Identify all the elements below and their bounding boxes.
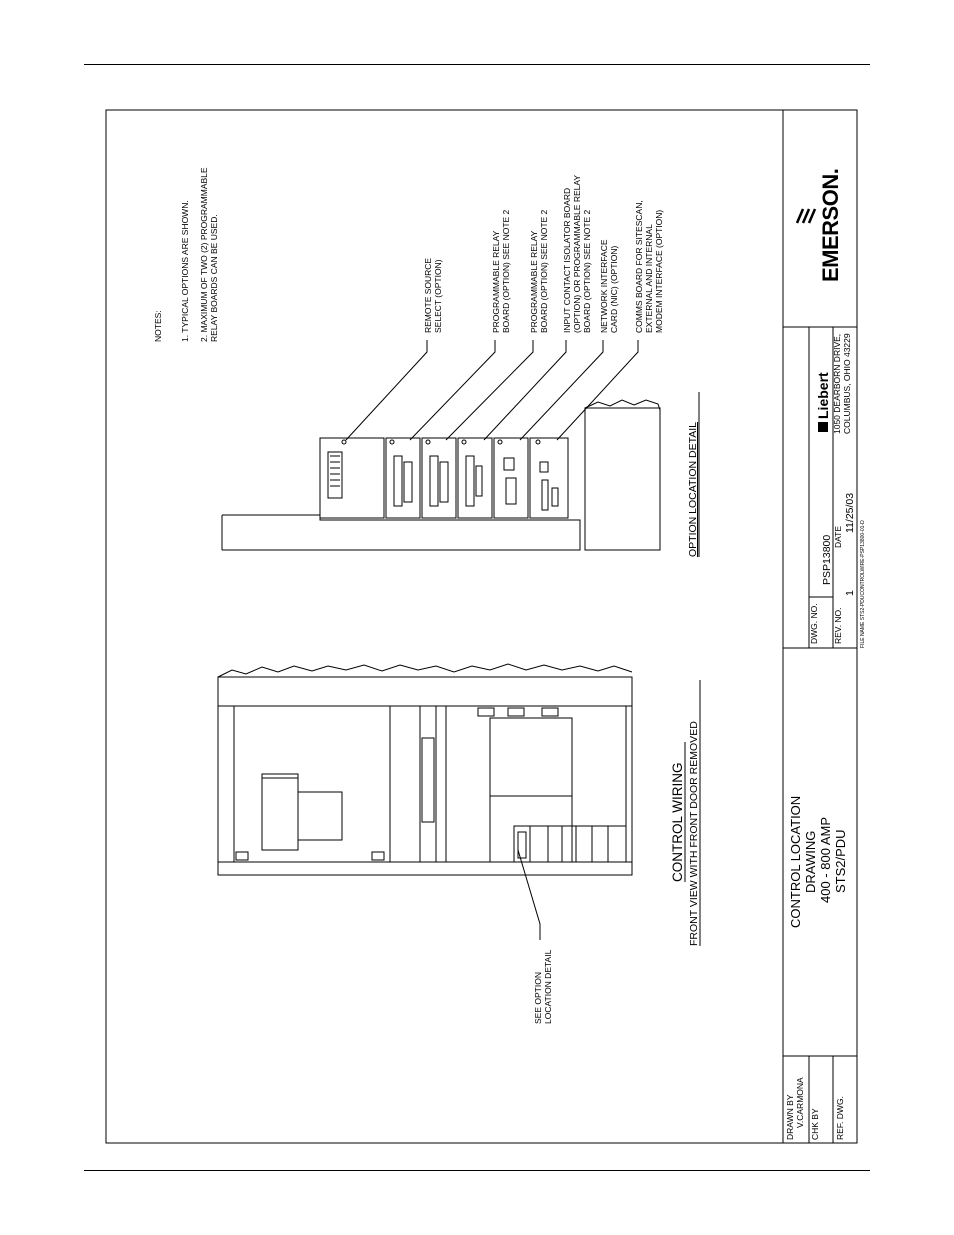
enclosure — [218, 677, 632, 875]
see-option-line-2: LOCATION DETAIL — [543, 949, 553, 1024]
callout-text: BOARD (OPTION) SEE NOTE 2 — [501, 209, 511, 333]
liebert-mark-icon — [818, 422, 828, 432]
leader-line — [518, 850, 540, 940]
callout-text: BOARD (OPTION) SEE NOTE 2 — [539, 209, 549, 333]
liebert-wordmark: Liebert — [815, 372, 831, 419]
board-comms — [530, 438, 568, 518]
transformer — [262, 778, 298, 850]
title-block — [785, 169, 866, 1140]
liebert-logo — [815, 372, 831, 432]
callout-text: COMMS BOARD FOR SITESCAN, — [634, 200, 644, 333]
ref-dwg-label: REF. DWG. — [835, 1096, 845, 1140]
option-location-detail — [222, 392, 699, 557]
callout-text: (OPTION) OR PROGRAMMABLE RELAY — [572, 174, 582, 333]
leader-line — [484, 340, 566, 440]
drawn-by-value: V.CARMONA — [795, 1077, 805, 1128]
callout-text: EXTERNAL AND INTERNAL — [644, 224, 654, 333]
board-relay-2 — [422, 438, 456, 518]
main-view-title: CONTROL WIRING — [670, 762, 685, 882]
control-wiring-front-view — [218, 664, 700, 1024]
drawn-by-label: DRAWN BY — [785, 1094, 795, 1140]
callout-text: REMOTE SOURCE — [423, 257, 433, 333]
address-line-1: 1050 DEARBORN DRIVE, — [832, 333, 842, 434]
note-2-line-1: 2. MAXIMUM OF TWO (2) PROGRAMMABLE — [199, 167, 209, 342]
dwg-no-label: DWG. NO. — [809, 603, 819, 644]
leader-line — [346, 340, 427, 440]
drawing-title-line-4: STS2/PDU — [833, 829, 848, 893]
emerson-mark-icon — [797, 209, 815, 223]
rotated-notes — [153, 167, 219, 342]
callout-text: SELECT (OPTION) — [433, 259, 443, 333]
drawing-title-line-3: 400 - 800 AMP — [818, 817, 833, 903]
file-name: FILE NAME STS2-PDUCONTROLWIRE-PSP13800-01-D — [860, 520, 866, 648]
notes-heading: NOTES: — [153, 310, 163, 342]
board-relay-1 — [386, 438, 420, 518]
callout-text: PROGRAMMABLE RELAY — [529, 230, 539, 333]
callout-text: PROGRAMMABLE RELAY — [491, 230, 501, 333]
rev-no-label: REV. NO. — [833, 607, 843, 644]
board-remote-source — [320, 438, 384, 518]
drawing-title-line-2: DRAWING — [803, 830, 818, 893]
right-compartment — [490, 718, 572, 862]
board-input-contact — [458, 438, 492, 518]
chk-by-label: CHK BY — [810, 1108, 820, 1140]
callout-text: CARD (NIC) (OPTION) — [609, 245, 619, 333]
emerson-logo — [797, 169, 843, 282]
dwg-no-value: PSP13800 — [821, 534, 833, 585]
cabinet-side — [585, 408, 660, 550]
callout-text: INPUT CONTACT ISOLATOR BOARD — [562, 187, 572, 333]
date-value: 11/25/03 — [844, 492, 856, 533]
leader-line — [520, 340, 603, 440]
callout-remote-source — [346, 258, 443, 440]
leader-line — [446, 340, 533, 440]
leader-line — [557, 340, 638, 440]
drawing-title-line-1: CONTROL LOCATION — [788, 795, 803, 928]
address-line-2: COLUMBUS, OHIO 43229 — [842, 333, 852, 434]
date-label: DATE — [833, 525, 843, 548]
main-view-subtitle: FRONT VIEW WITH FRONT DOOR REMOVED — [688, 721, 700, 946]
rev-no-value: 1 — [844, 590, 856, 596]
mounting-panel — [222, 515, 580, 550]
emerson-wordmark: EMERSON. — [818, 168, 843, 282]
note-1: 1. TYPICAL OPTIONS ARE SHOWN. — [180, 200, 190, 342]
transformer-compartment — [234, 706, 390, 862]
leader-line — [410, 340, 495, 440]
note-2-line-2: RELAY BOARDS CAN BE USED. — [209, 214, 219, 342]
callout-text: MODEM INTERFACE (OPTION) — [654, 209, 664, 333]
control-board-stack — [514, 826, 626, 862]
enclosure-break-line — [218, 664, 632, 677]
see-option-line-1: SEE OPTION — [533, 972, 543, 1024]
detail-caption: OPTION LOCATION DETAIL — [687, 422, 699, 557]
callout-text: BOARD (OPTION) SEE NOTE 2 — [582, 209, 592, 333]
callout-text: NETWORK INTERFACE — [599, 239, 609, 333]
